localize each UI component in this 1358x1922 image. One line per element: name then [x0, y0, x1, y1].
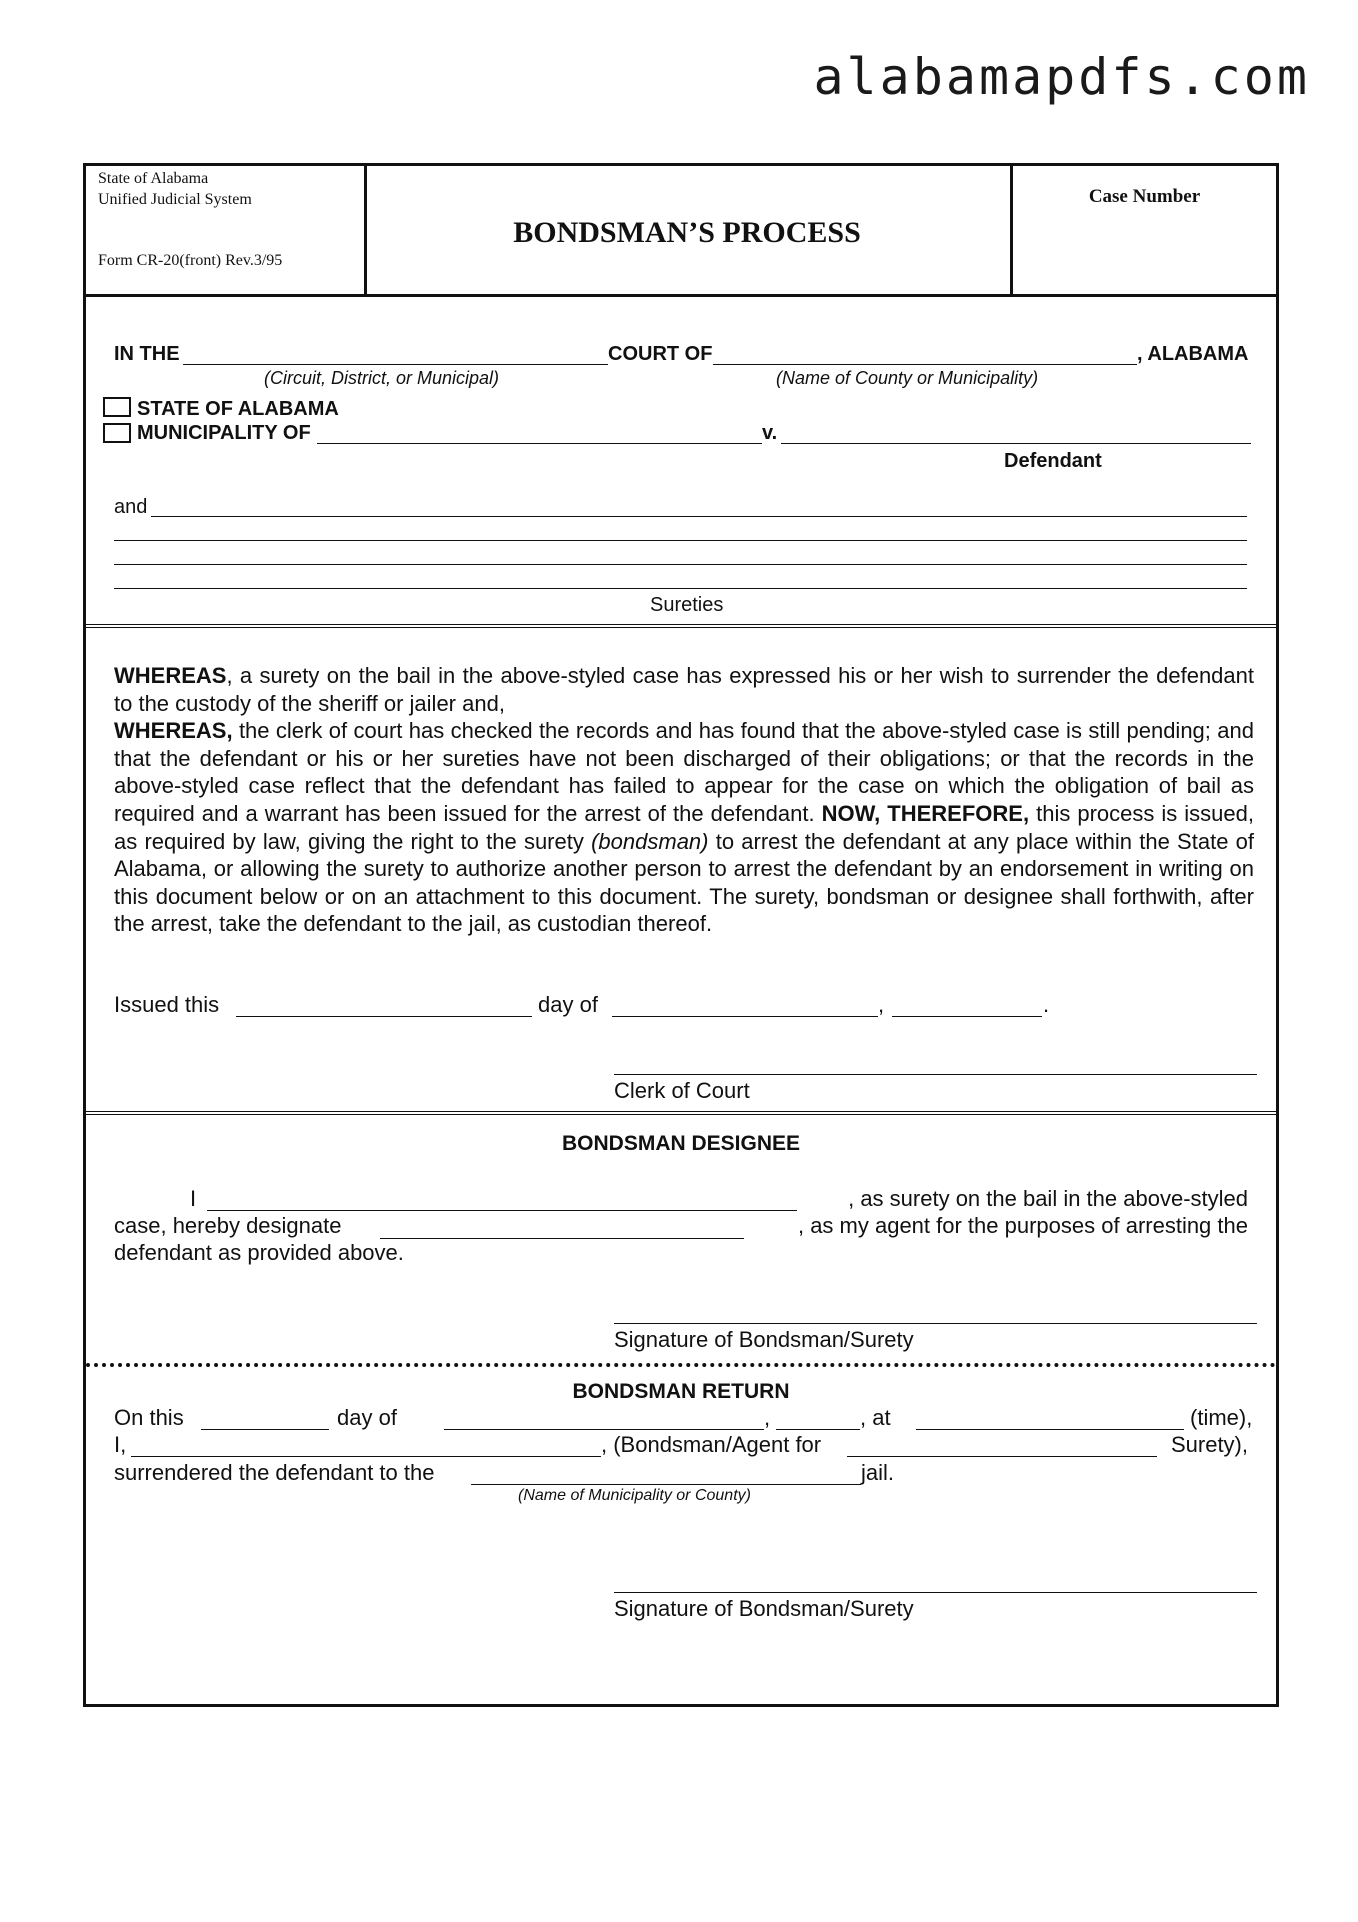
return-year-field[interactable]	[776, 1429, 860, 1430]
versus-label: v.	[762, 422, 778, 444]
return-surrendered-label: surrendered the defendant to the	[114, 1460, 435, 1485]
and-label: and	[114, 496, 148, 518]
court-of-label: COURT OF	[608, 343, 713, 365]
whereas2-bold: WHEREAS,	[114, 718, 233, 744]
surety-field-4[interactable]	[114, 588, 1247, 589]
return-i-label: I,	[114, 1432, 127, 1457]
section-divider-2	[86, 1111, 1276, 1115]
now-text-1: this process is issued, as required by law, giving the right to the surety	[114, 800, 1254, 854]
return-comma: ,	[764, 1405, 771, 1430]
county-caption: (Name of County or Municipality)	[776, 368, 1039, 388]
whereas2-text: the clerk of court has checked the records and has found that the above-styled case is still pending; and that the defendant or his or her sureties have not been discharged of their obligations; or that the records in the above-styled case reflect that the defendant has failed to appear for the case on which the obligation of bail as required and a warrant has been issued for the arrest of the defendant.	[114, 718, 1254, 826]
designee-i-label: I	[190, 1186, 197, 1211]
bondsman-process-form	[83, 163, 1279, 1707]
return-bondsman-name-field[interactable]	[131, 1456, 601, 1457]
issued-year-field[interactable]	[892, 1016, 1042, 1017]
designee-agent-field[interactable]	[380, 1238, 744, 1239]
designee-defendant-text: defendant as provided above.	[114, 1240, 404, 1265]
surety-field-1[interactable]	[151, 516, 1247, 517]
return-time-label: (time),	[1190, 1405, 1253, 1430]
return-on-this-label: On this	[114, 1405, 184, 1430]
clerk-signature-line[interactable]	[614, 1074, 1257, 1075]
header-issuer-box	[86, 166, 367, 294]
issued-period: .	[1043, 992, 1050, 1017]
alabama-label: , ALABAMA	[1137, 343, 1249, 365]
clerk-of-court-label: Clerk of Court	[614, 1078, 750, 1103]
designee-surety-name-field[interactable]	[207, 1210, 797, 1211]
return-surety-label: Surety),	[1170, 1432, 1248, 1457]
state-of-alabama-label: STATE OF ALABAMA	[137, 398, 339, 420]
return-surety-field[interactable]	[847, 1456, 1157, 1457]
designee-signature-line[interactable]	[614, 1323, 1257, 1324]
return-day-field[interactable]	[201, 1429, 329, 1430]
bondsman-italic: (bondsman)	[591, 828, 709, 854]
return-day-of-label: day of	[337, 1405, 397, 1430]
sureties-label: Sureties	[650, 594, 724, 616]
return-jail-caption: (Name of Municipality or County)	[518, 1487, 751, 1504]
municipality-label: MUNICIPALITY OF	[137, 422, 311, 444]
process-body-text	[114, 662, 1254, 938]
issued-comma: ,	[878, 992, 885, 1017]
return-time-field[interactable]	[916, 1429, 1184, 1430]
judicial-system: Unified Judicial System	[98, 191, 252, 208]
municipality-field[interactable]	[317, 443, 762, 444]
return-jail-field[interactable]	[471, 1484, 861, 1485]
in-the-label: IN THE	[114, 343, 180, 365]
court-type-caption: (Circuit, District, or Municipal)	[264, 368, 500, 388]
form-header	[86, 166, 1276, 297]
case-number-label: Case Number	[1088, 186, 1201, 207]
return-signature-line[interactable]	[614, 1592, 1257, 1593]
designee-case-designate-text: case, hereby designate	[114, 1213, 342, 1238]
case-number-box[interactable]	[1010, 166, 1276, 294]
municipality-checkbox[interactable]	[103, 423, 131, 443]
county-field[interactable]	[713, 364, 1137, 365]
return-at-label: , at	[860, 1405, 891, 1430]
state-name: State of Alabama	[98, 170, 209, 187]
now-therefore-bold: NOW, THEREFORE,	[821, 800, 1030, 826]
whereas1-bold: WHEREAS	[114, 663, 227, 688]
return-jail-label: jail.	[861, 1460, 895, 1485]
return-signature-label: Signature of Bondsman/Surety	[614, 1596, 914, 1621]
defendant-field[interactable]	[781, 443, 1251, 444]
surety-field-2[interactable]	[114, 540, 1247, 541]
designee-as-surety-text: , as surety on the bail in the above-styled	[848, 1186, 1248, 1211]
dotted-divider	[86, 1363, 1276, 1367]
designee-signature-label: Signature of Bondsman/Surety	[614, 1327, 914, 1352]
defendant-label: Defendant	[1004, 450, 1102, 472]
return-bondsman-agent-label: , (Bondsman/Agent for	[601, 1432, 822, 1457]
state-of-alabama-checkbox[interactable]	[103, 397, 131, 417]
whereas1-text: , a surety on the bail in the above-styled case has expressed his or her wish to surrender the defendant to the custody of the sheriff or jailer and,	[114, 663, 1254, 716]
now-text-2: to arrest the defendant at any place within the State of Alabama, or allowing the surety to authorize another person to arrest the defendant by an endorsement in writing on this document below or on an attachment to this document. The surety, bondsman or designee shall forthwith, after the arrest, take the defendant to the jail, as custodian thereof.	[114, 828, 1255, 937]
court-type-field[interactable]	[183, 364, 608, 365]
issued-this-label: Issued this	[114, 992, 220, 1017]
return-month-field[interactable]	[444, 1429, 764, 1430]
return-heading: BONDSMAN RETURN	[572, 1380, 790, 1403]
issued-month-field[interactable]	[612, 1016, 878, 1017]
designee-heading: BONDSMAN DESIGNEE	[561, 1132, 801, 1155]
form-id: Form CR-20(front) Rev.3/95	[98, 252, 283, 269]
surety-field-3[interactable]	[114, 564, 1247, 565]
designee-as-agent-text: , as my agent for the purposes of arresting the	[797, 1213, 1248, 1238]
issued-day-of-label: day of	[538, 992, 598, 1017]
form-title: BONDSMAN’S PROCESS	[513, 216, 861, 249]
site-watermark: alabamapdfs.com	[813, 48, 1310, 106]
section-divider-1	[86, 624, 1276, 628]
issued-day-field[interactable]	[236, 1016, 532, 1017]
